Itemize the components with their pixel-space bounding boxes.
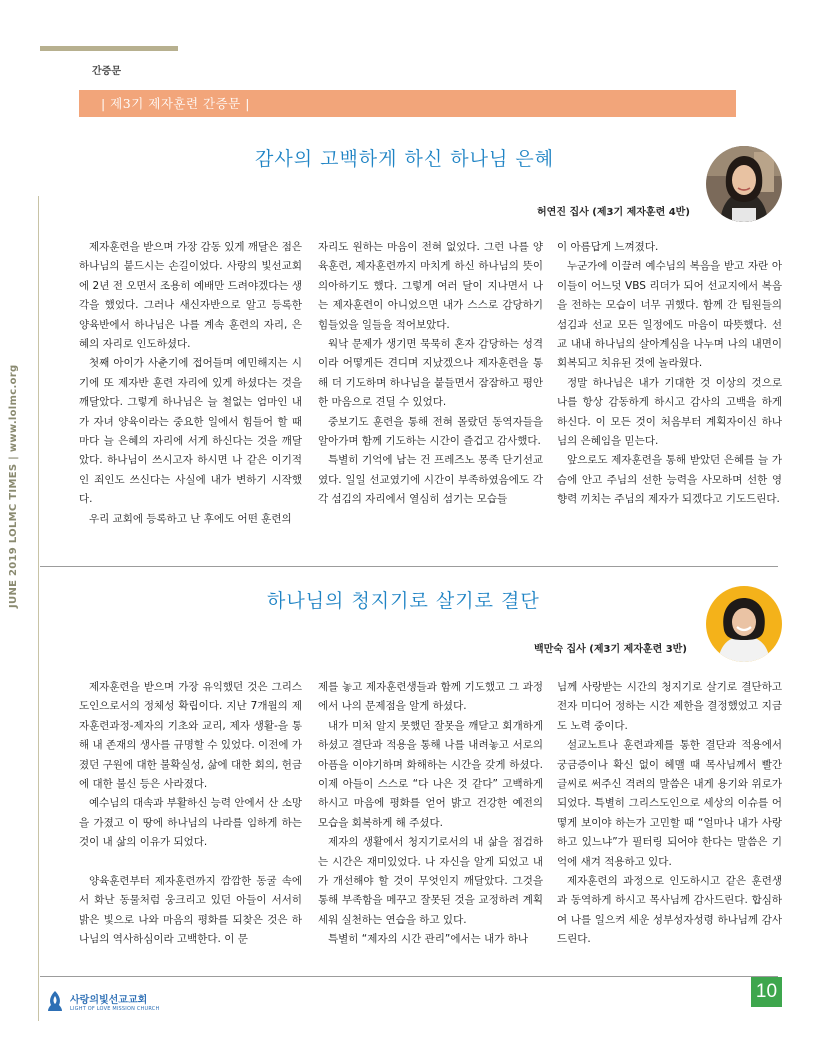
article2-column-2	[318, 678, 543, 950]
paragraph: 자리도 원하는 마음이 전혀 없었다. 그런 나를 양육훈련, 제자훈련까지 마치게 하신 하나님의 뜻이 의아하기도 했다. 그렇게 여러 달이 지나면서 나는 제자훈련이 아니었으면 내가 스스로 감당하기 힘들었을 일들을 적어보았다.	[318, 241, 543, 331]
vertical-masthead: JUNE 2019 LOLMC TIMES | www.lolmc.org	[8, 364, 19, 608]
paragraph: 이 아름답게 느껴졌다.	[557, 241, 659, 253]
paragraph: 제자훈련의 과정으로 인도하시고 같은 훈련생과 동역하게 하시고 목사님께 감사드린다. 합심하여 나를 일으켜 세운 성부성자성령 하나님께 감사드린다.	[557, 875, 782, 946]
paragraph: 제자훈련을 받으며 가장 유익했던 것은 그리스도인으로서의 정체성 확립이다. 지난 7개월의 제자훈련과정-제자의 기초와 교리, 제자 생활-을 통해 내 존재의 생사를 규명할 수 있었다. 이전에 가졌던 구원에 대한 불확실성, 삶에 대한 회의, 헌금에 대한 불신 등은 사라졌다.	[79, 681, 302, 791]
paragraph: 웍낙 문제가 생기면 묵묵히 혼자 감당하는 성격이라 어떻게든 견디며 지났겠으나 제자훈련을 통해 더 기도하며 하나님을 붙들면서 잠잠하고 평안한 마음으로 견딜 수 있었다.	[318, 338, 543, 409]
paragraph: 특별히 “제자의 시간 관리”에서는 내가 하나	[328, 933, 528, 946]
article1-column-2	[318, 238, 543, 510]
paragraph: 제자훈련을 받으며 가장 감동 있게 깨달은 점은 하나님의 붙드시는 손길이었다. 사랑의 빛선교회에 2년 전 오면서 조용히 예배만 드려야겠다는 생각을 했었다. 그러나 새신자반으로 알고 등록한 양육반에서 하나님은 나를 계속 훈련의 자리, 은혜의 자리로 인도하셨다.	[79, 241, 302, 351]
paragraph: 특별히 기억에 남는 건 프레즈노 몽족 단기선교였다. 일일 선교였기에 시간이 부족하였음에도 각각 섬김의 자리에서 열심히 섬기는 모습들	[318, 454, 543, 506]
paragraph: 설교노트나 훈련과제를 통한 결단과 적용에서 궁금증이나 확신 없이 헤맬 때 목사님께서 빨간 글씨로 써주신 격려의 말씀은 내게 용기와 위로가 되었다. 특별히 그리스도인으로 세상의 이슈를 어떻게 보이야 하는가 고민할 때 “얼마나 내가 사랑하고 있느냐”가 필터링 되어야 한다는 말씀은 기억에 새겨 적용하고 있다.	[557, 739, 782, 868]
paragraph: 누군가에 이끌려 예수님의 복음을 받고 자란 아이들이 어느덧 VBS 리더가 되어 선교지에서 복음을 전하는 모습이 너무 귀했다. 함께 간 팀원들의 섬김과 선교 모든 일정에도 마음이 따뜻했다. 선교 내내 하나님의 살아계심을 나누며 나의 내면이 회복되고 치유된 것에 놀라웠다.	[557, 260, 782, 370]
article1-title: 감사의 고백하게 하신 하나님 은혜	[255, 148, 555, 170]
author-photo-1	[706, 146, 782, 222]
paragraph: 제자의 생활에서 청지기로서의 내 삶을 점검하는 시간은 재미있었다. 나 자신을 알게 되었고 내가 개선해야 할 것이 무엇인지 깨달았다. 그것을 통해 부족함을 메꾸고 잘못된 것을 교정하려 계획 세워 실천하는 연습을 하고 있다.	[318, 836, 543, 926]
paragraph: 양육훈련부터 제자훈련까지 깜깜한 동굴 속에서 화난 동물처럼 웅크리고 있던 아들이 서서히 밝은 빛으로 나와 마음의 평화를 되찾은 것은 하나님의 역사하심이라 고백한다. 이 문	[79, 875, 302, 946]
paragraph: 중보기도 훈련을 통해 전혀 몰랐던 동역자들을 알아가며 함께 기도하는 시간이 즐겁고 감사했다.	[318, 415, 543, 448]
top-accent-rule	[40, 46, 178, 51]
section-label: 간증문	[92, 66, 121, 77]
author-photo-2	[706, 586, 782, 662]
page-number: 10	[751, 977, 782, 1007]
article1-column-3	[557, 238, 782, 510]
paragraph: 우리 교회에 등록하고 난 후에도 어떤 훈련의	[89, 512, 292, 525]
footer-rule	[40, 976, 778, 977]
paragraph: 제를 놓고 제자훈련생들과 함께 기도했고 그 과정에서 나의 문제점을 알게 하셨다.	[318, 681, 543, 713]
church-name: 사랑의빛선교교회	[70, 994, 148, 1006]
church-logo	[46, 990, 159, 1012]
article1-byline: 허연진 집사 (제3기 제자훈련 4반)	[537, 207, 690, 218]
paragraph: 님께 사랑받는 시간의 청지기로 살기로 결단하고 전자 미디어 정하는 시간 제한을 결정했었고 지금도 노력 중이다.	[557, 681, 782, 732]
article1-column-1	[79, 238, 302, 529]
paragraph: 예수님의 대속과 부활하신 능력 안에서 산 소망을 가졌고 이 땅에 하나님의 나라를 임하게 하는 것이 내 삶의 이유가 되었다.	[79, 797, 302, 849]
church-name-english: LIGHT OF LOVE MISSION CHURCH	[70, 1005, 160, 1012]
article2-byline: 백만숙 집사 (제3기 제자훈련 3반)	[534, 644, 687, 655]
paragraph: 정말 하나님은 내가 기대한 것 이상의 것으로 나를 항상 감동하게 하시고 감사의 고백을 하게 하신다. 이 모든 것이 처음부터 계획자이신 하나님의 은혜임을 믿는다.	[557, 376, 782, 448]
series-banner: | 제3기 제자훈련 간증문 |	[79, 90, 736, 117]
article-divider	[40, 566, 778, 567]
paragraph: 내가 미처 알지 못했던 잘못을 깨닫고 회개하게 하셨고 결단과 적용을 통해 나를 내려놓고 서로의 아픔을 이야기하며 화해하는 시간을 갖게 하셨다. 이제 아들이 스스로 “다 나은 것 같다” 고백하게 하시고 마음에 평화를 얻어 밝고 건강한 예전의 모습을 회복하게 해 주셨다.	[318, 719, 543, 829]
side-divider	[38, 196, 39, 1021]
church-logo-icon	[46, 990, 64, 1012]
article2-column-1	[79, 678, 302, 950]
article2-title: 하나님의 청지기로 살기로 결단	[267, 590, 540, 612]
article2-column-3	[557, 678, 782, 950]
paragraph: 앞으로도 제자훈련을 통해 받았던 은혜를 늘 가슴에 안고 주님의 선한 능력을 사모하며 선한 영향력 끼치는 주님의 제자가 되겠다고 기도드린다.	[557, 454, 782, 506]
paragraph: 첫째 아이가 사춘기에 접어들며 예민해지는 시기에 또 제자반 훈련 자리에 있게 하셨다는 것을 깨달았다. 그렇게 하나님은 늘 철없는 엄마인 내가 자녀 양육이라는 중요한 일에서 힘들어 할 때마다 늘 은혜의 자리에 서게 하신다는 것을 깨달았다. 하나님이 쓰시고자 하시면 나 같은 이기적인 죄인도 쓰신다는 사실에 내가 변하기 시작했다.	[79, 357, 302, 506]
